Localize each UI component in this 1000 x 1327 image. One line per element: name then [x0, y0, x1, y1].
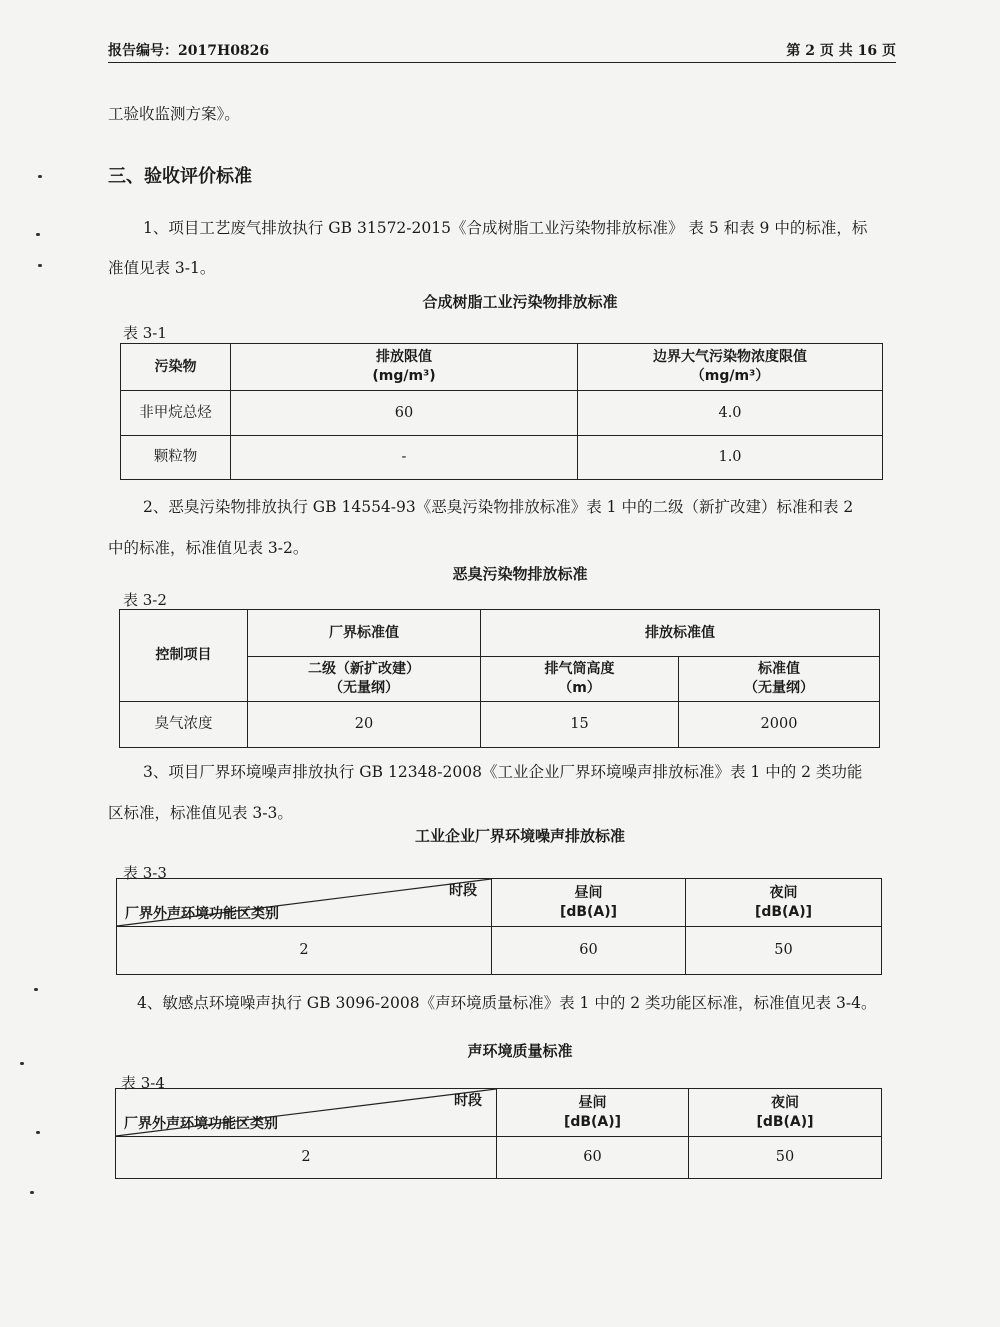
cell-zone: 2	[117, 927, 492, 975]
table-3-4	[115, 1088, 882, 1179]
header-diagonal-cell	[117, 879, 492, 927]
scan-speck	[38, 264, 42, 267]
cell-item: 臭气浓度	[120, 702, 248, 748]
scan-speck	[34, 988, 38, 991]
header-control-item: 控制项目	[120, 610, 248, 702]
intro-tail: 工验收监测方案》。	[108, 105, 240, 123]
header-daytime: 昼间 [dB(A)]	[492, 879, 686, 927]
scan-speck	[30, 1191, 34, 1194]
paragraph-1-line-2: 准值见表 3-1。	[108, 259, 216, 277]
table-3-3-number: 表 3-3	[123, 864, 167, 882]
header-standard-value: 标准值 （无量纲）	[679, 657, 880, 702]
header-boundary-standard: 厂界标准值	[248, 610, 481, 657]
paragraph-2-line-2: 中的标准，标准值见表 3-2。	[108, 539, 309, 557]
cell-emission: -	[231, 436, 578, 480]
table-3-3	[116, 878, 882, 975]
header-period: 时段	[454, 1093, 482, 1109]
table-3-3-caption: 工业企业厂界环境噪声排放标准	[414, 827, 625, 845]
paragraph-3-line-2: 区标准，标准值见表 3-3。	[108, 804, 293, 822]
table-3-1-caption: 合成树脂工业污染物排放标准	[422, 293, 618, 311]
cell-day: 60	[492, 927, 686, 975]
table-3-2-caption: 恶臭污染物排放标准	[452, 565, 588, 583]
paragraph-1-line-1: 1、项目工艺废气排放执行 GB 31572-2015《合成树脂工业污染物排放标准》 表 5 和表 9 中的标准，标	[143, 219, 868, 237]
header-diagonal-cell	[116, 1089, 497, 1137]
scan-speck	[38, 175, 42, 178]
table-3-2	[119, 609, 880, 748]
header-daytime: 昼间 [dB(A)]	[497, 1089, 689, 1137]
table-row	[117, 927, 882, 975]
header-zone-category: 厂界外声环境功能区类别	[124, 1116, 278, 1132]
header-rule	[108, 62, 896, 63]
header-grade-two: 二级（新扩改建） （无量纲）	[248, 657, 481, 702]
cell-boundary: 4.0	[578, 391, 883, 436]
cell-night: 50	[686, 927, 882, 975]
header-emission-limit: 排放限值 (mg/m³)	[231, 344, 578, 391]
cell-pollutant: 非甲烷总烃	[121, 391, 231, 436]
table-row	[120, 702, 880, 748]
scan-speck	[20, 1062, 24, 1065]
table-row	[121, 391, 883, 436]
cell-zone: 2	[116, 1137, 497, 1179]
table-3-4-number: 表 3-4	[121, 1074, 165, 1092]
cell-night: 50	[689, 1137, 882, 1179]
report-number: 报告编号：2017H0826	[108, 43, 270, 59]
header-nighttime: 夜间 [dB(A)]	[689, 1089, 882, 1137]
table-3-1	[120, 343, 883, 480]
header-boundary-limit: 边界大气污染物浓度限值 （mg/m³）	[578, 344, 883, 391]
cell-pollutant: 颗粒物	[121, 436, 231, 480]
header-emission-standard: 排放标准值	[481, 610, 880, 657]
table-row	[121, 436, 883, 480]
cell-standard: 2000	[679, 702, 880, 748]
cell-height: 15	[481, 702, 679, 748]
paragraph-4: 4、敏感点环境噪声执行 GB 3096-2008《声环境质量标准》表 1 中的 2 类功能区标准，标准值见表 3-4。	[137, 994, 877, 1012]
table-row	[116, 1137, 882, 1179]
scan-speck	[36, 1131, 40, 1134]
table-3-2-number: 表 3-2	[123, 591, 167, 609]
header-period: 时段	[449, 883, 477, 899]
page-indicator: 第 2 页 共 16 页	[786, 43, 896, 59]
cell-emission: 60	[231, 391, 578, 436]
section-title: 三、验收评价标准	[108, 166, 252, 187]
header-zone-category: 厂界外声环境功能区类别	[125, 906, 279, 922]
header-stack-height: 排气筒高度 （m）	[481, 657, 679, 702]
paragraph-3-line-1: 3、项目厂界环境噪声排放执行 GB 12348-2008《工业企业厂界环境噪声排放标准》表 1 中的 2 类功能	[143, 763, 863, 781]
scan-speck	[36, 233, 40, 236]
cell-boundary: 20	[248, 702, 481, 748]
table-3-1-number: 表 3-1	[123, 324, 167, 342]
paragraph-2-line-1: 2、恶臭污染物排放执行 GB 14554-93《恶臭污染物排放标准》表 1 中的二级（新扩改建）标准和表 2	[143, 498, 854, 516]
table-3-4-caption: 声环境质量标准	[467, 1042, 573, 1060]
cell-boundary: 1.0	[578, 436, 883, 480]
header-pollutant: 污染物	[121, 344, 231, 391]
header-nighttime: 夜间 [dB(A)]	[686, 879, 882, 927]
cell-day: 60	[497, 1137, 689, 1179]
